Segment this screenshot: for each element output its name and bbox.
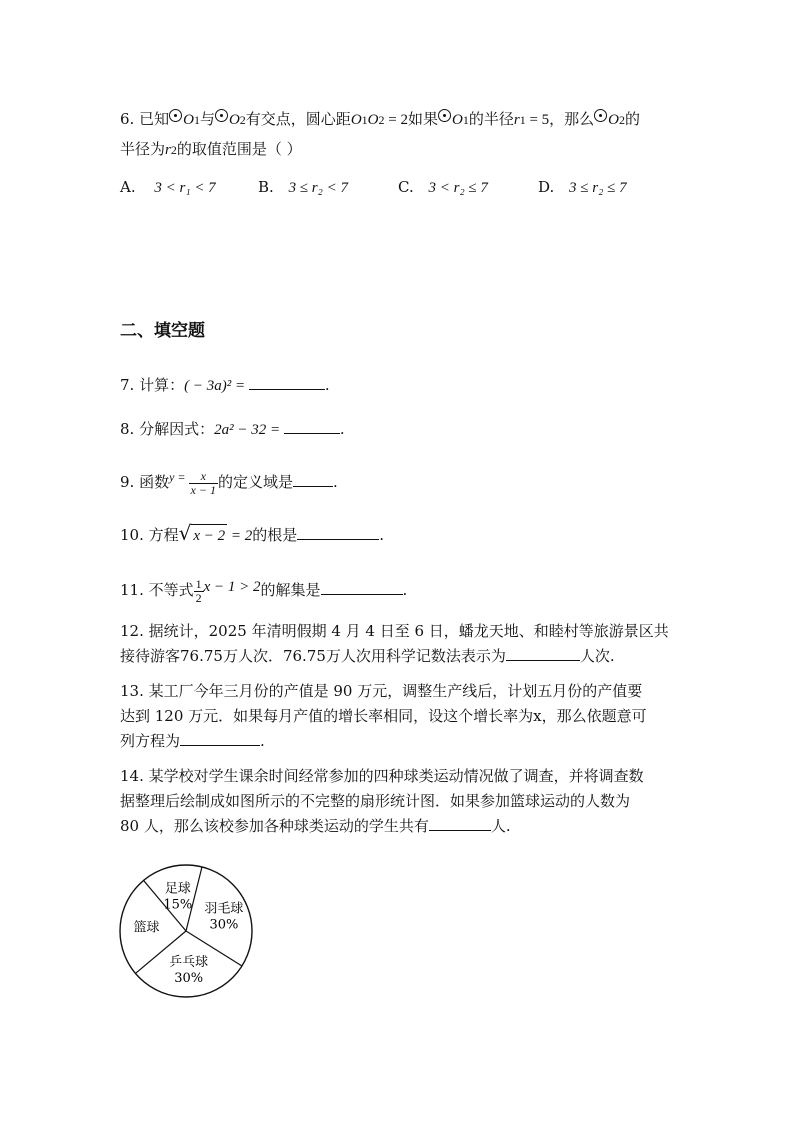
q6-dist-value: = 2 [384,112,408,128]
pie-slice-name-1: 足球 [164,881,191,897]
q13-line3-b: . [260,732,265,750]
q12-answer-blank[interactable] [506,646,580,661]
pie-chart [118,858,254,1004]
q11-prefix: 11. 不等式 [120,581,194,599]
option-d-label: D. [538,178,555,196]
q6-prefix: 6. 已知 [120,110,170,128]
q6-line2-suffix: 的取值范围是（ ） [176,140,302,158]
option-b[interactable] [258,176,348,199]
pie-slice-name-3: 乒乓球 [169,955,209,971]
q6-o2: O [228,112,240,128]
q7-answer-blank[interactable] [249,375,325,390]
option-c-label: C. [398,178,414,196]
question-6-line-1: 6. 已知 O1与 O2有交点，圆心距O1O2 = 2如果 O1的半径r1 = 5，那么 O2的 [120,110,641,128]
question-12-line-1: 12. 据统计，2025 年清明假期 4 月 4 日至 6 日，蟠龙天地、和睦村等旅游景区共 [120,622,669,640]
q9-suffix: 的定义域是 [217,473,293,491]
q10-prefix: 10. 方程 [120,526,179,544]
q9-y: y = [169,470,189,484]
q13-line3-a: 列方程为 [120,732,181,750]
question-8 [120,418,345,441]
q9-denominator: x − 1 [190,482,216,497]
option-a[interactable] [120,176,216,199]
sqrt-icon: √ [178,521,192,545]
q6-o1b: O [451,112,463,128]
q8-prefix: 8. 分解因式： [120,420,215,438]
question-10 [120,522,384,547]
q6-intersect: 有交点，圆心距 [245,110,351,128]
option-a-label: A. [120,178,136,196]
q11-suffix: 的解集是 [260,581,321,599]
q8-answer-blank[interactable] [284,419,340,434]
q10-radicand: x − 2 [191,524,227,547]
q10-rest: = 2 [227,528,253,544]
q6-r1-sub: 1 [519,113,526,127]
q9-numerator: x [189,470,218,484]
q6-dist-sub2: 2 [378,113,385,127]
q9-answer-blank[interactable] [293,472,333,487]
q6-r1-value: = 5 [525,112,550,128]
question-14-line-3 [120,815,511,837]
question-6-line-2 [120,138,302,161]
q14-line3-a: 80 人，那么该校参加各种球类运动的学生共有 [120,817,429,835]
question-9 [120,462,338,497]
q7-expr: ( − 3a)² = [184,378,249,394]
q6-sub2: 2 [239,113,246,127]
q6-sub2b: 2 [619,113,626,127]
section-title: 二、填空题 [120,321,205,341]
option-b-label: B. [258,178,274,196]
pie-slice-percent-1: 15% [163,897,193,913]
q14-line3-b: 人. [490,817,511,835]
q14-answer-blank[interactable] [429,816,491,831]
option-d-expr: 3 ≤ r₂ ≤ 7 [569,180,627,196]
q11-rest: x − 1 > 2 [203,579,261,595]
question-7 [120,374,330,397]
q9-end: . [332,473,338,491]
q6-r2: r [165,142,171,158]
q6-dist-sub1: 1 [361,113,368,127]
pie-slice-name-2: 羽毛球 [204,901,244,917]
q6-r1: r [513,112,520,128]
q6-o1: O [183,112,194,128]
question-11 [120,572,407,605]
q10-answer-blank[interactable] [297,525,379,540]
q6-dist-o1: O [350,112,362,128]
q9-prefix: 9. 函数 [120,473,170,491]
q6-sub1: 1 [193,113,200,127]
q6-dist-o2: O [367,112,379,128]
q6-then: ，那么 [549,110,595,128]
question-13-line-1: 13. 某工厂今年三月份的产值是 90 万元，调整生产线后，计划五月份的产值要 [120,682,643,700]
q11-answer-blank[interactable] [321,580,403,595]
q11-end: . [402,581,408,599]
option-a-expr: 3 < r₁ < 7 [154,180,216,196]
q6-if: 如果 [407,110,438,128]
option-c-expr: 3 < r₂ ≤ 7 [428,180,488,196]
q12-line2-b: 人次. [579,647,615,665]
option-b-expr: 3 ≤ r₂ < 7 [288,180,348,196]
q13-answer-blank[interactable] [180,731,260,746]
option-d[interactable] [538,176,627,199]
question-14-line-1: 14. 某学校对学生课余时间经常参加的四种球类运动情况做了调查，并将调查数 [120,767,644,785]
q6-radius-of: 的半径 [468,110,514,128]
q6-and: 与 [199,110,215,128]
pie-slice-name-4: 篮球 [133,920,160,936]
circle-o-icon [215,109,228,122]
circle-o-icon [438,109,451,122]
q6-r2-sub: 2 [170,143,177,157]
q6-o2b: O [608,112,620,128]
q7-suffix: . [324,376,330,394]
pie-slice-percent-3: 30% [174,971,204,987]
q6-sub1b: 1 [462,113,469,127]
q6-line2-prefix: 半径为 [120,140,166,158]
question-12-line-2 [120,645,615,667]
option-c[interactable] [398,176,488,199]
q8-suffix: . [339,420,345,438]
q11-fraction [194,578,204,605]
question-14-line-2: 据整理后绘制成如图所示的不完整的扇形统计图．如果参加篮球运动的人数为 [120,792,631,810]
question-13-line-3 [120,730,265,752]
q11-numerator: 1 [195,576,202,591]
q9-fraction [189,470,218,497]
circle-o-icon [594,109,607,122]
q8-expr: 2a² − 32 = [214,422,284,438]
q11-denominator: 2 [195,590,202,605]
circle-o-icon [169,109,182,122]
q7-prefix: 7. 计算： [120,376,185,394]
q10-suffix: 的根是 [252,526,298,544]
pie-slice-percent-2: 30% [209,917,239,933]
question-13-line-2: 达到 120 万元．如果每月产值的增长率相同，设这个增长率为x，那么依题意可 [120,707,647,725]
q12-line2-a: 接待游客76.75万人次．76.75万人次用科学记数法表示为 [120,647,506,665]
q10-end: . [379,526,385,544]
